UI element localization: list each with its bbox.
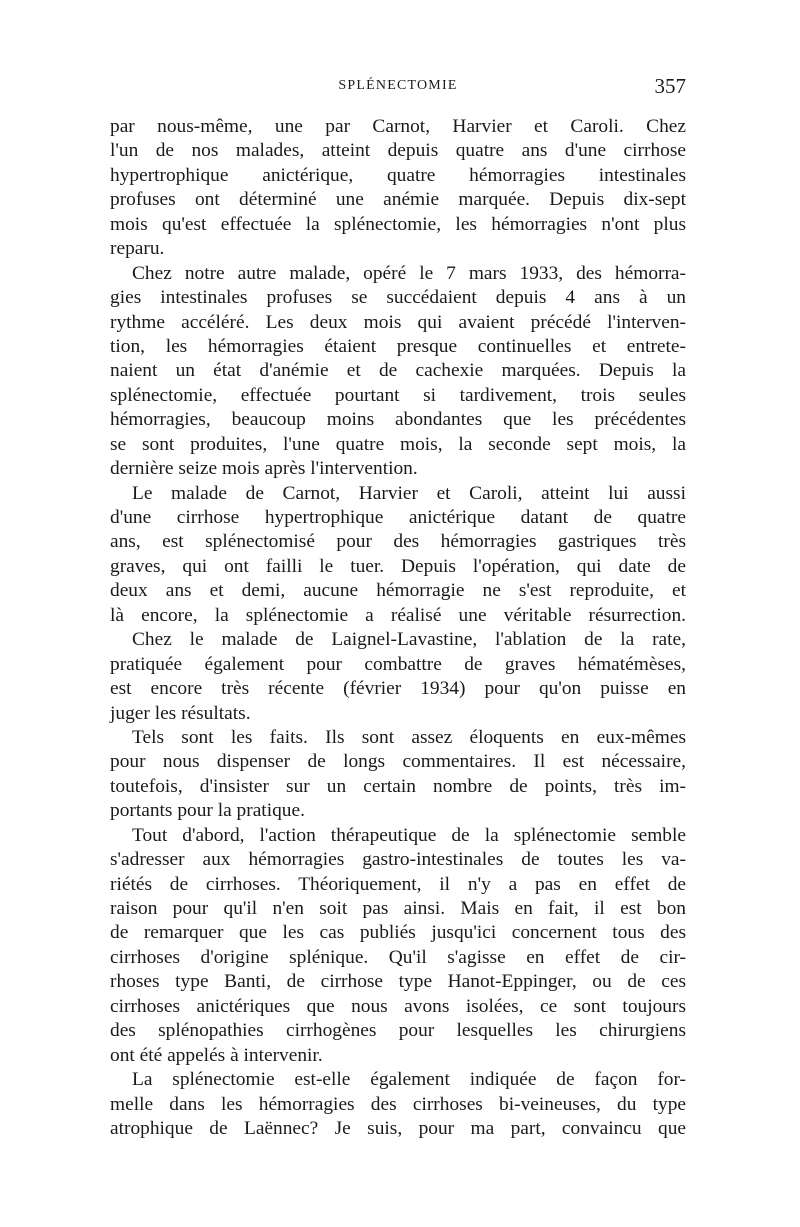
text-line: cirrhoses anictériques que nous avons isolées, ce sont toujours	[110, 995, 686, 1017]
text-line: d'une cirrhose hypertrophique anictérique datant de quatre	[110, 507, 686, 528]
text-line: hypertrophique anictérique, quatre hémorragies intestinales	[110, 164, 686, 186]
text-line: rhoses type Banti, de cirrhose type Hanot-Eppinger, ou de ces	[110, 971, 686, 993]
running-title: SPLÉNECTOMIE	[338, 78, 458, 93]
text-line: splénectomie, effectuée pourtant si tardivement, trois seules	[110, 384, 686, 406]
text-line: ont été appelés à intervenir.	[110, 1044, 323, 1066]
text-line: deux ans et demi, aucune hémorragie ne s'est reproduite, et	[110, 580, 686, 602]
text-line: gies intestinales profuses se succédaient depuis 4 ans à un	[110, 287, 686, 309]
text-line: reparu.	[110, 238, 165, 260]
text-line: riétés de cirrhoses. Théoriquement, il n'y a pas en effet de	[110, 873, 686, 895]
text-line: est encore très récente (février 1934) pour qu'on puisse en	[110, 678, 686, 700]
text-line: l'un de nos malades, atteint depuis quatre ans d'une cirrhose	[110, 140, 686, 162]
text-line: Tout d'abord, l'action thérapeutique de la splénectomie semble	[132, 824, 686, 846]
text-line: melle dans les hémorragies des cirrhoses bi-veineuses, du type	[110, 1093, 686, 1115]
text-line: hémorragies, beaucoup moins abondantes que les précédentes	[110, 409, 686, 431]
text-line: juger les résultats.	[110, 702, 251, 724]
text-line: La splénectomie est-elle également indiquée de façon for-	[132, 1069, 686, 1091]
text-line: là encore, la splénectomie a réalisé une véritable résurrection.	[110, 604, 686, 626]
text-line: Chez notre autre malade, opéré le 7 mars 1933, des hémorra-	[132, 262, 686, 284]
text-line: rythme accéléré. Les deux mois qui avaient précédé l'interven-	[110, 311, 686, 333]
text-line: par nous-même, une par Carnot, Harvier et Caroli. Chez	[110, 116, 686, 137]
text-line: se sont produites, l'une quatre mois, la seconde sept mois, la	[110, 433, 686, 455]
text-line: s'adresser aux hémorragies gastro-intestinales de toutes les va-	[110, 849, 686, 871]
body-text	[110, 115, 686, 1141]
text-line: pratiquée également pour combattre de graves hématémèses,	[110, 653, 686, 675]
text-line: tion, les hémorragies étaient presque continuelles et entrete-	[110, 335, 686, 357]
text-line: dernière seize mois après l'intervention.	[110, 458, 418, 480]
page-header	[110, 74, 686, 106]
text-line: mois qu'est effectuée la splénectomie, les hémorragies n'ont plus	[110, 213, 686, 235]
text-line: pour nous dispenser de longs commentaires. Il est nécessaire,	[110, 751, 686, 773]
text-line: naient un état d'anémie et de cachexie marquées. Depuis la	[110, 360, 686, 382]
text-line: graves, qui ont failli le tuer. Depuis l'opération, qui date de	[110, 555, 686, 577]
text-line: Le malade de Carnot, Harvier et Caroli, atteint lui aussi	[132, 482, 686, 504]
text-line: des splénopathies cirrhogènes pour lesquelles les chirurgiens	[110, 1020, 686, 1042]
text-line: atrophique de Laënnec? Je suis, pour ma part, convaincu que	[110, 1117, 686, 1139]
text-line: cirrhoses d'origine splénique. Qu'il s'agisse en effet de cir-	[110, 946, 686, 968]
page-number: 357	[654, 74, 686, 98]
text-line: Tels sont les faits. Ils sont assez éloquents en eux-mêmes	[132, 726, 686, 748]
text-line: Chez le malade de Laignel-Lavastine, l'ablation de la rate,	[132, 629, 686, 651]
text-line: raison pour qu'il n'en soit pas ainsi. Mais en fait, il est bon	[110, 898, 686, 919]
text-line: ans, est splénectomisé pour des hémorragies gastriques très	[110, 531, 686, 553]
text-line: toutefois, d'insister sur un certain nombre de points, très im-	[110, 775, 686, 797]
text-line: portants pour la pratique.	[110, 800, 305, 822]
text-line: profuses ont déterminé une anémie marquée. Depuis dix-sept	[110, 189, 686, 211]
text-line: de remarquer que les cas publiés jusqu'ici concernent tous des	[110, 922, 686, 944]
